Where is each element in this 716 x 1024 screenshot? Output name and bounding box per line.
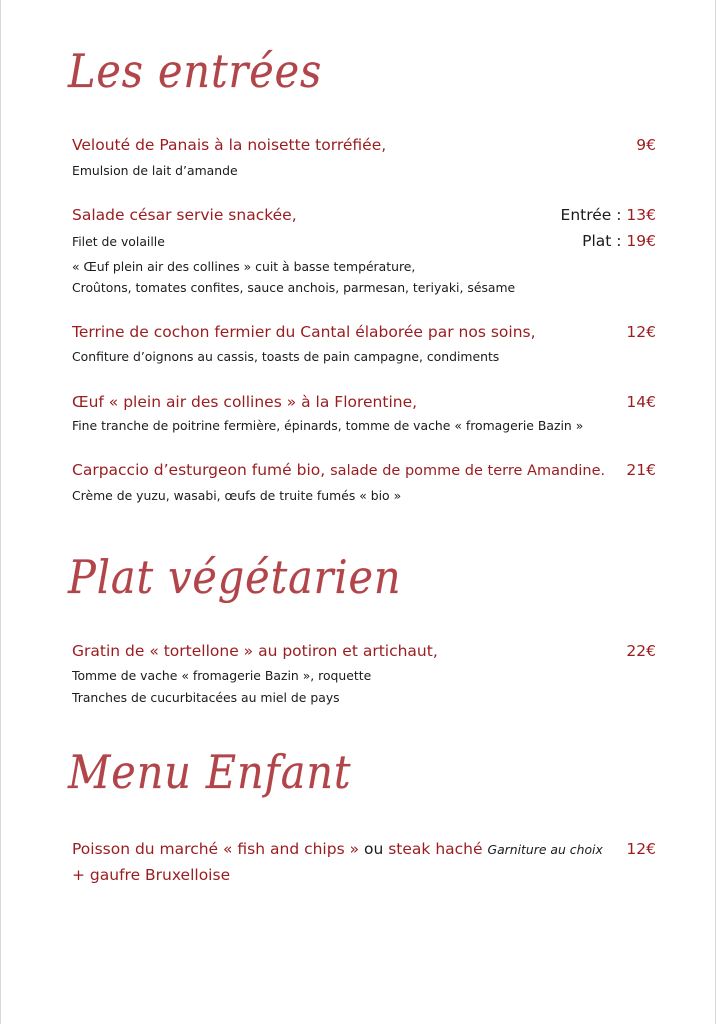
dish-carpaccio-name-main: Carpaccio d’esturgeon fumé bio, — [72, 461, 326, 479]
dish-gratin-desc-2: Tranches de cucurbitacées au miel de pays — [72, 690, 340, 705]
dish-oeuf-desc: Fine tranche de poitrine fermière, épinards, tomme de vache « fromagerie Bazin » — [72, 418, 584, 433]
dish-enfant-line2: + gaufre Bruxelloise — [72, 866, 231, 884]
dish-enfant-name — [72, 840, 603, 858]
page-border-left — [0, 0, 1, 1024]
dish-cesar-name: Salade césar servie snackée, — [72, 206, 297, 224]
dish-carpaccio-desc: Crème de yuzu, wasabi, œufs de truite fumés « bio » — [72, 488, 402, 503]
dish-veloute-name: Velouté de Panais à la noisette torréfiée, — [72, 136, 387, 154]
dish-oeuf-name: Œuf « plein air des collines » à la Florentine, — [72, 393, 418, 411]
dish-carpaccio-name — [72, 461, 605, 479]
dish-veloute-price: 9€ — [636, 136, 656, 154]
dish-terrine-name: Terrine de cochon fermier du Cantal élaborée par nos soins, — [72, 323, 536, 341]
dish-gratin-name: Gratin de « tortellone » au potiron et artichaut, — [72, 642, 438, 660]
price-entree-label: Entrée : — [560, 206, 627, 224]
dish-oeuf-price: 14€ — [626, 393, 656, 411]
section-title-menu-enfant: Menu Enfant — [68, 745, 352, 799]
dish-enfant-or: ou — [359, 840, 389, 858]
dish-cesar-price-plat — [582, 232, 656, 250]
dish-terrine-desc: Confiture d’oignons au cassis, toasts de pain campagne, condiments — [72, 349, 500, 364]
dish-cesar-desc-2: « Œuf plein air des collines » cuit à basse température, — [72, 259, 416, 274]
dish-cesar-price-entree — [561, 206, 656, 224]
section-title-entrees: Les entrées — [68, 44, 323, 98]
dish-enfant-part2: steak haché — [388, 840, 483, 858]
dish-carpaccio-name-suffix: salade de pomme de terre Amandine. — [330, 463, 606, 479]
dish-gratin-desc-1: Tomme de vache « fromagerie Bazin », roquette — [72, 668, 372, 683]
dish-enfant-garnish: Garniture au choix — [487, 842, 603, 857]
price-plat-value: 19€ — [626, 232, 656, 250]
dish-cesar-desc-3: Croûtons, tomates confites, sauce anchois, parmesan, teriyaki, sésame — [72, 280, 516, 295]
dish-veloute-desc: Emulsion de lait d’amande — [72, 163, 238, 178]
price-entree-value: 13€ — [626, 206, 656, 224]
dish-enfant-price: 12€ — [626, 840, 656, 858]
section-title-vegetarien: Plat végétarien — [68, 550, 402, 604]
dish-terrine-price: 12€ — [626, 323, 656, 341]
dish-carpaccio-price: 21€ — [626, 461, 656, 479]
price-plat-label: Plat : — [582, 232, 627, 250]
dish-enfant-part1: Poisson du marché « fish and chips » — [72, 840, 360, 858]
dish-gratin-price: 22€ — [626, 642, 656, 660]
dish-cesar-desc-1: Filet de volaille — [72, 234, 165, 249]
